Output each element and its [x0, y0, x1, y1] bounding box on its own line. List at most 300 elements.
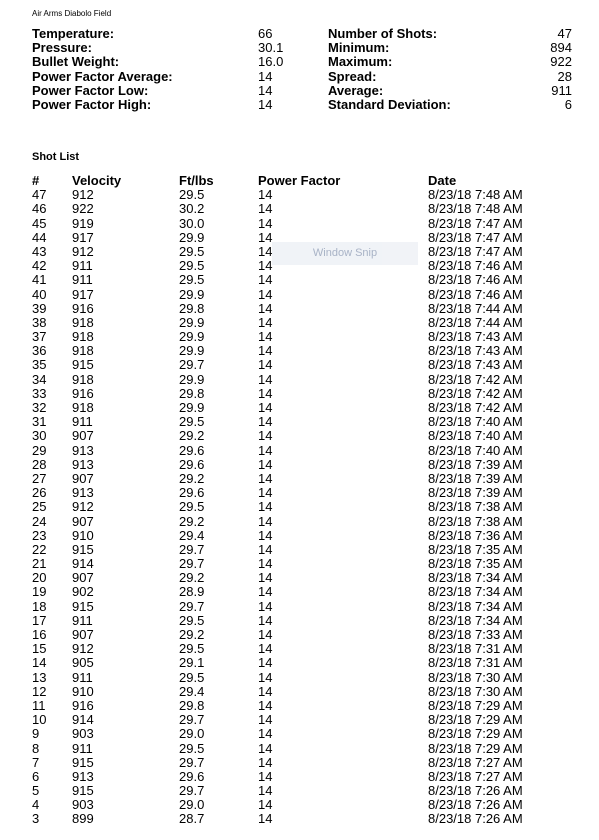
cell-velocity: 916 [72, 385, 94, 401]
cell-number: 25 [32, 499, 47, 515]
cell-number: 38 [32, 314, 47, 330]
cell-date: 8/23/18 7:31 AM [428, 641, 523, 657]
table-row [32, 472, 592, 486]
cell-power-factor: 14 [258, 258, 273, 274]
shot-list-heading: Shot List [32, 151, 80, 163]
table-row [32, 373, 592, 387]
cell-ft-lbs: 29.5 [179, 612, 205, 628]
cell-velocity: 915 [72, 598, 94, 614]
cell-power-factor: 14 [258, 556, 273, 572]
cell-date: 8/23/18 7:38 AM [428, 513, 523, 529]
cell-ft-lbs: 29.9 [179, 314, 205, 330]
cell-ft-lbs: 29.0 [179, 797, 205, 813]
summary-label: Pressure: [32, 40, 92, 56]
cell-date: 8/23/18 7:27 AM [428, 754, 523, 770]
table-row [32, 812, 592, 826]
cell-power-factor: 14 [258, 357, 273, 373]
cell-date: 8/23/18 7:35 AM [428, 556, 523, 572]
table-row [32, 288, 592, 302]
summary-label: Minimum: [328, 40, 390, 56]
table-row [32, 600, 592, 614]
table-row [32, 727, 592, 741]
cell-ft-lbs: 29.7 [179, 783, 205, 799]
cell-power-factor: 14 [258, 697, 273, 713]
cell-velocity: 918 [72, 314, 94, 330]
cell-date: 8/23/18 7:44 AM [428, 314, 523, 330]
cell-velocity: 911 [72, 612, 93, 628]
cell-number: 34 [32, 371, 47, 387]
cell-ft-lbs: 29.9 [179, 400, 205, 415]
cell-number: 24 [32, 513, 47, 529]
cell-number: 20 [32, 570, 47, 586]
table-row [32, 614, 592, 628]
cell-date: 8/23/18 7:34 AM [428, 598, 523, 614]
cell-power-factor: 14 [258, 584, 273, 600]
cell-velocity: 915 [72, 541, 94, 557]
table-row [32, 585, 592, 599]
cell-number: 40 [32, 286, 47, 302]
cell-ft-lbs: 28.7 [179, 811, 205, 827]
cell-date: 8/23/18 7:42 AM [428, 385, 523, 401]
cell-power-factor: 14 [258, 740, 273, 756]
cell-ft-lbs: 29.8 [179, 385, 205, 401]
cell-ft-lbs: 29.6 [179, 442, 205, 458]
cell-number: 19 [32, 584, 47, 600]
summary-label: Power Factor Average: [32, 68, 173, 84]
cell-number: 17 [32, 612, 47, 628]
cell-velocity: 911 [72, 272, 93, 288]
cell-number: 11 [32, 697, 46, 713]
cell-date: 8/23/18 7:43 AM [428, 343, 523, 359]
window-snip-overlay[interactable]: Window Snip [272, 242, 418, 265]
table-row [32, 500, 592, 514]
cell-velocity: 913 [72, 485, 94, 501]
cell-number: 21 [32, 556, 47, 572]
cell-power-factor: 14 [258, 314, 273, 330]
cell-ft-lbs: 30.2 [179, 201, 205, 217]
cell-ft-lbs: 29.9 [179, 286, 205, 302]
cell-number: 42 [32, 258, 47, 274]
cell-velocity: 910 [72, 527, 94, 543]
cell-date: 8/23/18 7:42 AM [428, 371, 523, 387]
cell-ft-lbs: 29.2 [179, 470, 205, 486]
cell-number: 23 [32, 527, 47, 543]
cell-number: 29 [32, 442, 47, 458]
cell-number: 12 [32, 683, 47, 699]
cell-velocity: 907 [72, 570, 94, 586]
cell-ft-lbs: 29.7 [179, 357, 205, 373]
cell-ft-lbs: 29.5 [179, 414, 205, 430]
summary-value: 14 [258, 97, 273, 112]
cell-number: 3 [32, 811, 40, 827]
cell-power-factor: 14 [258, 683, 273, 699]
cell-date: 8/23/18 7:48 AM [428, 187, 523, 203]
cell-power-factor: 14 [258, 570, 273, 586]
cell-date: 8/23/18 7:26 AM [428, 811, 523, 827]
cell-power-factor: 14 [258, 712, 273, 728]
cell-ft-lbs: 29.6 [179, 768, 205, 784]
summary-value: 47 [557, 26, 572, 41]
cell-date: 8/23/18 7:36 AM [428, 527, 523, 543]
cell-velocity: 912 [72, 243, 94, 259]
cell-date: 8/23/18 7:29 AM [428, 740, 523, 756]
cell-ft-lbs: 29.7 [179, 754, 205, 770]
cell-power-factor: 14 [258, 513, 273, 529]
cell-power-factor: 14 [258, 768, 273, 784]
cell-power-factor: 14 [258, 485, 273, 501]
cell-ft-lbs: 28.9 [179, 584, 205, 600]
cell-power-factor: 14 [258, 428, 273, 444]
cell-number: 13 [32, 669, 47, 685]
table-row [32, 798, 592, 812]
table-row [32, 756, 592, 770]
cell-power-factor: 14 [258, 527, 273, 543]
cell-number: 14 [32, 655, 47, 671]
table-row [32, 685, 592, 699]
summary-row [32, 98, 592, 112]
cell-velocity: 903 [72, 797, 94, 813]
cell-power-factor: 14 [258, 541, 273, 557]
cell-number: 37 [32, 329, 47, 345]
cell-number: 18 [32, 598, 47, 614]
cell-velocity: 912 [72, 641, 94, 657]
summary-label: Power Factor High: [32, 97, 152, 112]
document-title: Air Arms Diabolo Field [32, 9, 112, 18]
cell-date: 8/23/18 7:27 AM [428, 768, 523, 784]
summary-value: 911 [551, 82, 572, 98]
cell-ft-lbs: 29.2 [179, 570, 205, 586]
cell-velocity: 915 [72, 783, 94, 799]
cell-power-factor: 14 [258, 627, 273, 642]
table-row [32, 330, 592, 344]
cell-power-factor: 14 [258, 229, 273, 245]
table-row [32, 302, 592, 316]
cell-power-factor: 14 [258, 669, 273, 685]
cell-number: 33 [32, 385, 47, 401]
table-row [32, 543, 592, 557]
cell-velocity: 914 [72, 712, 94, 728]
table-row [32, 273, 592, 287]
cell-date: 8/23/18 7:46 AM [428, 286, 523, 302]
cell-number: 16 [32, 627, 47, 642]
cell-number: 32 [32, 400, 47, 415]
summary-label: Average: [328, 82, 384, 98]
cell-power-factor: 14 [258, 470, 273, 486]
cell-power-factor: 14 [258, 456, 273, 472]
table-row [32, 316, 592, 330]
table-row [32, 699, 592, 713]
cell-velocity: 914 [72, 556, 94, 572]
cell-power-factor: 14 [258, 442, 273, 458]
table-row [32, 401, 592, 415]
cell-number: 41 [32, 272, 47, 288]
cell-date: 8/23/18 7:26 AM [428, 797, 523, 813]
cell-power-factor: 14 [258, 201, 273, 217]
cell-ft-lbs: 29.5 [179, 669, 205, 685]
table-row [32, 429, 592, 443]
cell-date: 8/23/18 7:34 AM [428, 584, 523, 600]
cell-velocity: 911 [72, 740, 93, 756]
cell-power-factor: 14 [258, 371, 273, 387]
cell-date: 8/23/18 7:30 AM [428, 669, 523, 685]
cell-velocity: 907 [72, 428, 94, 444]
table-row [32, 515, 592, 529]
cell-velocity: 918 [72, 343, 94, 359]
cell-number: 10 [32, 712, 47, 728]
cell-number: 43 [32, 243, 47, 259]
cell-power-factor: 14 [258, 286, 273, 302]
cell-power-factor: 14 [258, 215, 273, 231]
cell-ft-lbs: 29.9 [179, 329, 205, 345]
table-header [32, 174, 592, 188]
cell-date: 8/23/18 7:34 AM [428, 612, 523, 628]
cell-velocity: 912 [72, 187, 94, 203]
cell-date: 8/23/18 7:48 AM [428, 201, 523, 217]
cell-date: 8/23/18 7:31 AM [428, 655, 523, 671]
cell-number: 47 [32, 187, 47, 203]
cell-ft-lbs: 29.9 [179, 371, 205, 387]
cell-velocity: 912 [72, 499, 94, 515]
summary-value: 14 [258, 82, 273, 98]
cell-velocity: 917 [72, 229, 94, 245]
table-row [32, 358, 592, 372]
cell-power-factor: 14 [258, 385, 273, 401]
cell-power-factor: 14 [258, 243, 273, 259]
summary-value: 14 [258, 68, 273, 84]
cell-ft-lbs: 29.1 [179, 655, 205, 671]
cell-power-factor: 14 [258, 612, 273, 628]
table-row [32, 458, 592, 472]
cell-ft-lbs: 29.5 [179, 641, 205, 657]
cell-ft-lbs: 29.6 [179, 485, 205, 501]
table-row [32, 742, 592, 756]
cell-velocity: 902 [72, 584, 94, 600]
table-row [32, 188, 592, 202]
cell-number: 28 [32, 456, 47, 472]
cell-power-factor: 14 [258, 499, 273, 515]
cell-velocity: 911 [72, 258, 93, 274]
summary-row [32, 55, 592, 69]
summary-row [32, 70, 592, 84]
table-body [32, 188, 592, 826]
cell-ft-lbs: 29.8 [179, 300, 205, 316]
summary-value: 922 [550, 54, 572, 70]
table-row [32, 642, 592, 656]
table-row [32, 571, 592, 585]
cell-velocity: 915 [72, 357, 94, 373]
cell-date: 8/23/18 7:38 AM [428, 499, 523, 515]
summary-value: 894 [550, 40, 572, 56]
table-row [32, 444, 592, 458]
summary-row [32, 27, 592, 41]
table-row [32, 217, 592, 231]
cell-date: 8/23/18 7:43 AM [428, 357, 523, 373]
cell-date: 8/23/18 7:46 AM [428, 272, 523, 288]
cell-ft-lbs: 29.7 [179, 598, 205, 614]
cell-velocity: 918 [72, 371, 94, 387]
cell-number: 36 [32, 343, 47, 359]
cell-velocity: 913 [72, 442, 94, 458]
cell-number: 26 [32, 485, 47, 501]
table-row [32, 387, 592, 401]
table-row [32, 770, 592, 784]
summary-value: 30.1 [258, 40, 284, 56]
cell-ft-lbs: 29.0 [179, 726, 205, 742]
table-row [32, 344, 592, 358]
cell-ft-lbs: 29.5 [179, 740, 205, 756]
summary-value: 28 [557, 68, 572, 84]
summary-row [32, 84, 592, 98]
cell-velocity: 899 [72, 811, 94, 827]
cell-number: 5 [32, 783, 40, 799]
summary-value: 16.0 [258, 54, 284, 70]
cell-power-factor: 14 [258, 783, 273, 799]
cell-date: 8/23/18 7:43 AM [428, 329, 523, 345]
summary-row [32, 41, 592, 55]
cell-number: 27 [32, 470, 47, 486]
cell-velocity: 910 [72, 683, 94, 699]
cell-number: 15 [32, 641, 47, 657]
cell-velocity: 907 [72, 470, 94, 486]
header-ft-lbs: Ft/lbs [179, 173, 214, 188]
cell-number: 7 [32, 754, 40, 770]
table-row [32, 671, 592, 685]
cell-date: 8/23/18 7:44 AM [428, 300, 523, 316]
cell-date: 8/23/18 7:29 AM [428, 712, 523, 728]
summary-label: Spread: [328, 68, 377, 84]
cell-ft-lbs: 29.5 [179, 272, 205, 288]
table-row [32, 713, 592, 727]
cell-number: 22 [32, 541, 47, 557]
cell-velocity: 907 [72, 627, 94, 642]
cell-power-factor: 14 [258, 655, 273, 671]
cell-date: 8/23/18 7:35 AM [428, 541, 523, 557]
cell-power-factor: 14 [258, 343, 273, 359]
cell-power-factor: 14 [258, 187, 273, 203]
table-row [32, 529, 592, 543]
cell-date: 8/23/18 7:26 AM [428, 783, 523, 799]
cell-date: 8/23/18 7:40 AM [428, 442, 523, 458]
summary-value: 6 [564, 97, 572, 112]
cell-date: 8/23/18 7:47 AM [428, 215, 523, 231]
cell-velocity: 915 [72, 754, 94, 770]
cell-date: 8/23/18 7:47 AM [428, 229, 523, 245]
summary-label: Standard Deviation: [328, 97, 451, 112]
cell-velocity: 918 [72, 329, 94, 345]
cell-date: 8/23/18 7:40 AM [428, 428, 523, 444]
cell-ft-lbs: 30.0 [179, 215, 205, 231]
summary-label: Temperature: [32, 26, 115, 41]
cell-velocity: 916 [72, 697, 94, 713]
cell-number: 6 [32, 768, 40, 784]
cell-power-factor: 14 [258, 400, 273, 415]
cell-number: 8 [32, 740, 40, 756]
cell-power-factor: 14 [258, 726, 273, 742]
cell-power-factor: 14 [258, 300, 273, 316]
cell-date: 8/23/18 7:40 AM [428, 414, 523, 430]
cell-ft-lbs: 29.6 [179, 456, 205, 472]
cell-power-factor: 14 [258, 797, 273, 813]
cell-velocity: 911 [72, 414, 93, 430]
cell-ft-lbs: 29.9 [179, 343, 205, 359]
cell-ft-lbs: 29.5 [179, 243, 205, 259]
cell-number: 44 [32, 229, 47, 245]
summary-value: 66 [258, 26, 273, 41]
cell-number: 35 [32, 357, 47, 373]
cell-power-factor: 14 [258, 641, 273, 657]
table-row [32, 557, 592, 571]
cell-date: 8/23/18 7:46 AM [428, 258, 523, 274]
cell-date: 8/23/18 7:29 AM [428, 726, 523, 742]
cell-ft-lbs: 29.7 [179, 556, 205, 572]
cell-date: 8/23/18 7:33 AM [428, 627, 523, 642]
cell-number: 4 [32, 797, 40, 813]
cell-ft-lbs: 29.4 [179, 683, 205, 699]
cell-date: 8/23/18 7:30 AM [428, 683, 523, 699]
cell-power-factor: 14 [258, 329, 273, 345]
cell-velocity: 913 [72, 768, 94, 784]
table-row [32, 656, 592, 670]
summary-label: Maximum: [328, 54, 393, 70]
cell-number: 9 [32, 726, 40, 742]
header-number: # [32, 173, 40, 188]
summary-label: Number of Shots: [328, 26, 438, 41]
table-row [32, 486, 592, 500]
cell-velocity: 903 [72, 726, 94, 742]
cell-velocity: 905 [72, 655, 94, 671]
cell-velocity: 919 [72, 215, 94, 231]
header-date: Date [428, 173, 457, 188]
cell-ft-lbs: 29.5 [179, 499, 205, 515]
cell-date: 8/23/18 7:47 AM [428, 243, 523, 259]
cell-date: 8/23/18 7:29 AM [428, 697, 523, 713]
cell-power-factor: 14 [258, 414, 273, 430]
cell-velocity: 913 [72, 456, 94, 472]
cell-velocity: 911 [72, 669, 93, 685]
cell-power-factor: 14 [258, 754, 273, 770]
cell-date: 8/23/18 7:39 AM [428, 456, 523, 472]
cell-ft-lbs: 29.4 [179, 527, 205, 543]
cell-ft-lbs: 29.2 [179, 513, 205, 529]
cell-ft-lbs: 29.2 [179, 627, 205, 642]
cell-ft-lbs: 29.7 [179, 712, 205, 728]
cell-date: 8/23/18 7:39 AM [428, 485, 523, 501]
cell-date: 8/23/18 7:39 AM [428, 470, 523, 486]
cell-date: 8/23/18 7:34 AM [428, 570, 523, 586]
cell-date: 8/23/18 7:42 AM [428, 400, 523, 415]
summary-label: Power Factor Low: [32, 82, 149, 98]
table-row [32, 628, 592, 642]
cell-ft-lbs: 29.7 [179, 541, 205, 557]
table-row [32, 784, 592, 798]
summary-stats [32, 27, 592, 113]
cell-velocity: 922 [72, 201, 94, 217]
shot-list-table [32, 174, 592, 827]
cell-velocity: 907 [72, 513, 94, 529]
table-row [32, 415, 592, 429]
header-velocity: Velocity [72, 173, 122, 188]
cell-ft-lbs: 29.8 [179, 697, 205, 713]
cell-power-factor: 14 [258, 598, 273, 614]
cell-number: 39 [32, 300, 47, 316]
cell-number: 31 [32, 414, 47, 430]
table-row [32, 202, 592, 216]
cell-velocity: 918 [72, 400, 94, 415]
cell-ft-lbs: 29.5 [179, 258, 205, 274]
cell-number: 46 [32, 201, 47, 217]
cell-number: 30 [32, 428, 47, 444]
cell-number: 45 [32, 215, 47, 231]
